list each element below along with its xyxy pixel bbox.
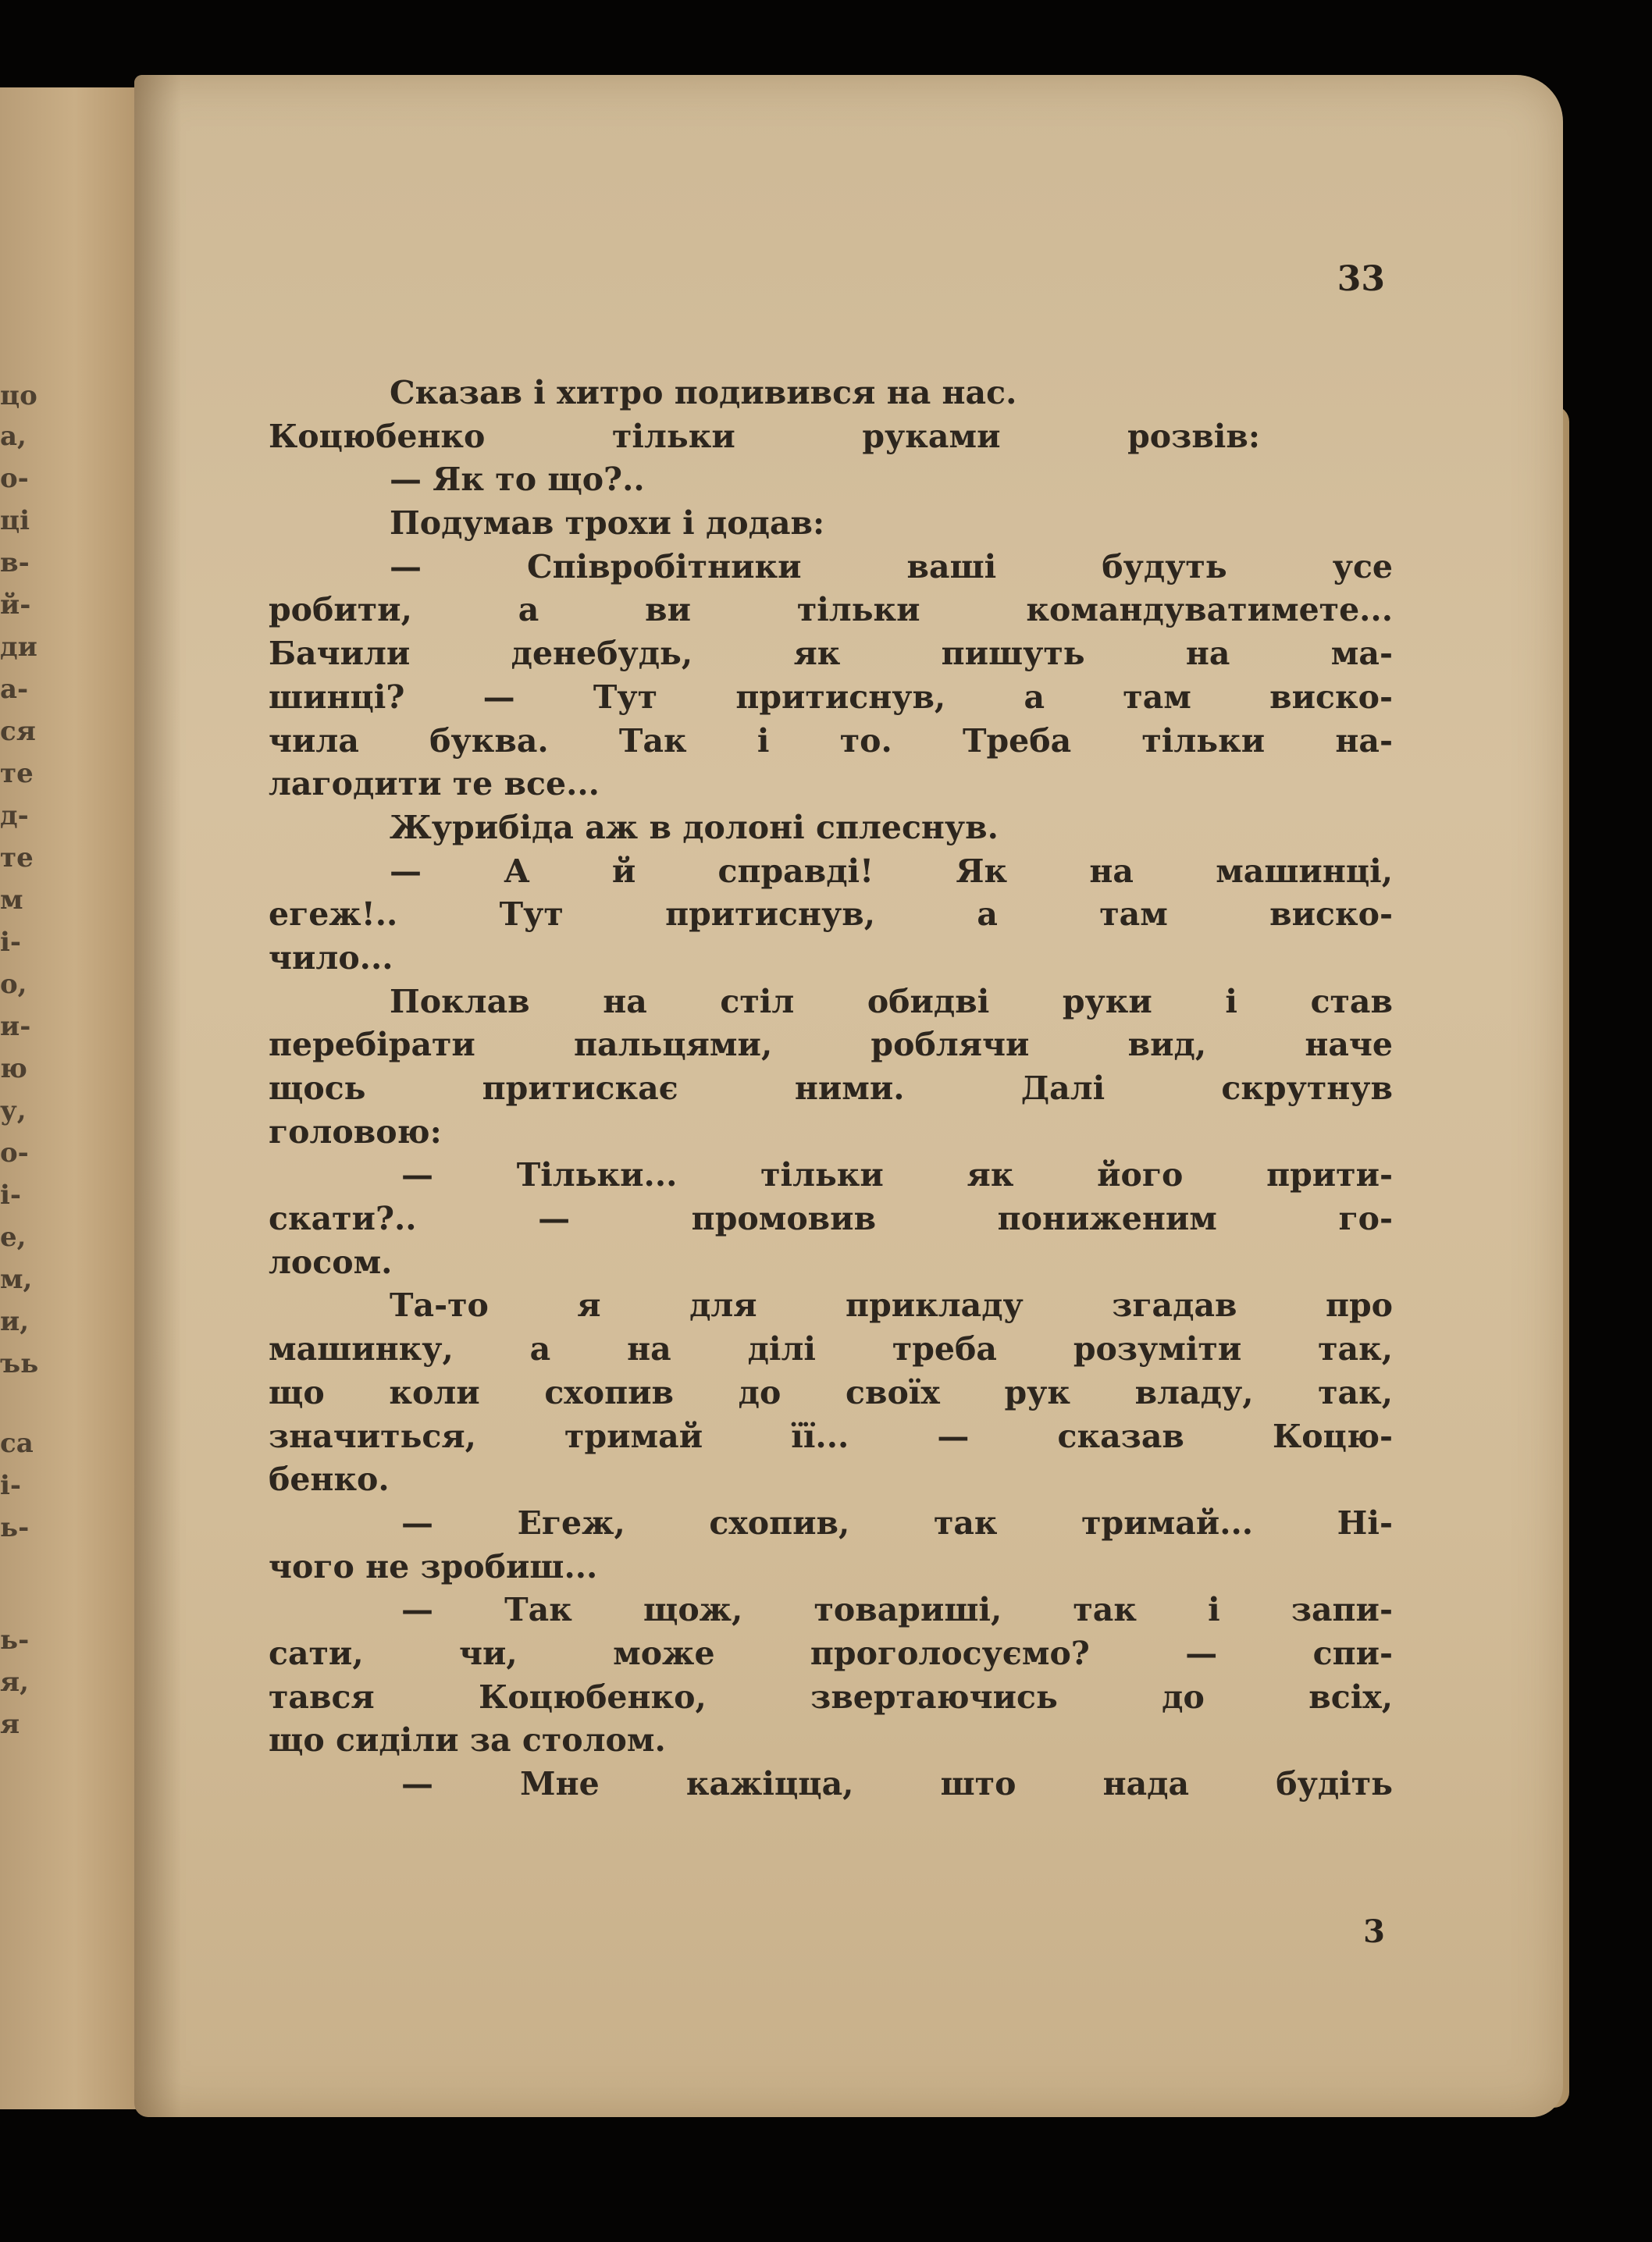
text-line: чого не зробиш... — [269, 1547, 598, 1585]
text-line: — А й справді! Як на машинці, — [390, 852, 1393, 890]
left-fragment: е, — [0, 1222, 27, 1253]
left-fragment: те — [0, 758, 34, 789]
signature-mark: 3 — [1363, 1913, 1385, 1950]
page-number: 33 — [1337, 259, 1385, 299]
left-fragment: м — [0, 884, 23, 916]
text-line: Бачили денебудь, як пишуть на ма- — [269, 635, 1393, 673]
text-line: — Так щож, товариші, так і запи- — [401, 1591, 1393, 1629]
left-fragment: и- — [0, 1011, 31, 1042]
text-line: Коцюбенко тільки руками розвів: — [269, 417, 1260, 455]
text-line: Поклав на стіл обидві руки і став — [390, 982, 1393, 1020]
left-fragment: й- — [0, 589, 31, 621]
left-fragment: ь- — [0, 1625, 30, 1656]
text-line: перебірати пальцями, роблячи вид, наче — [269, 1026, 1393, 1064]
left-fragment: ю — [0, 1053, 27, 1084]
text-line: значиться, тримай її... — сказав Коцю- — [269, 1417, 1393, 1455]
text-line: головою: — [269, 1112, 442, 1151]
left-fragment: цо — [0, 380, 37, 411]
page-body-text — [269, 372, 1393, 1806]
left-fragment: я — [0, 1709, 20, 1740]
left-fragment: і- — [0, 927, 22, 958]
text-line: бенко. — [269, 1461, 390, 1499]
left-fragment: я, — [0, 1667, 29, 1698]
text-line: машинку, а на ділі треба розуміти так, — [269, 1330, 1393, 1368]
left-fragment: ся — [0, 716, 36, 747]
text-line: — Мне кажіцца, што нада будіть — [401, 1765, 1393, 1802]
text-line: Подумав трохи і додав: — [390, 504, 825, 543]
left-fragment: о- — [0, 1137, 29, 1169]
left-fragment: м, — [0, 1264, 33, 1295]
left-fragment: и, — [0, 1306, 30, 1337]
text-line: що коли схопив до своїх рук владу, так, — [269, 1373, 1393, 1411]
text-line: шинці? — Тут притиснув, а там виско- — [269, 678, 1393, 716]
text-line: чило... — [269, 938, 393, 977]
left-fragment: ь- — [0, 1512, 30, 1543]
left-fragment: д- — [0, 800, 29, 831]
text-line: сати, чи, може проголосуємо? — спи- — [269, 1634, 1393, 1672]
text-line: Сказав і хитро подивився на нас. — [390, 374, 1017, 411]
text-line: — Як то що?.. — [390, 461, 645, 499]
left-fragment: в- — [0, 547, 30, 578]
left-fragment: у, — [0, 1095, 27, 1126]
left-fragment: і- — [0, 1180, 22, 1211]
left-fragment: ди — [0, 632, 37, 663]
text-line: Та-то я для прикладу згадав про — [390, 1286, 1393, 1325]
left-fragment: а- — [0, 674, 29, 705]
text-line: — Співробітники ваші будуть усе — [390, 547, 1393, 585]
left-fragment: са — [0, 1428, 34, 1459]
text-line: лосом. — [269, 1243, 393, 1281]
text-line: лагодити те все... — [269, 765, 600, 803]
left-fragment: і- — [0, 1470, 22, 1501]
text-line: чила буква. Так і то. Треба тільки на- — [269, 721, 1393, 760]
text-line: робити, а ви тільки командуватимете... — [269, 591, 1393, 629]
text-line: егеж!.. Тут притиснув, а там виско- — [269, 895, 1393, 934]
left-fragment: о- — [0, 463, 29, 494]
text-line: Журибіда аж в долоні сплеснув. — [390, 808, 999, 846]
text-line: що сиділи за столом. — [269, 1721, 666, 1760]
left-fragment: о, — [0, 969, 27, 1000]
left-fragment: ъь — [0, 1348, 39, 1379]
gutter-shadow — [134, 75, 181, 2117]
left-fragment: а, — [0, 421, 27, 452]
left-fragment: ці — [0, 505, 30, 536]
text-line: скати?.. — промовив пониженим го- — [269, 1200, 1393, 1238]
left-fragment: те — [0, 842, 34, 874]
book-page — [134, 75, 1563, 2117]
text-line: — Егеж, схопив, так тримай... Ні- — [401, 1504, 1393, 1542]
text-line: — Тільки... тільки як його прити- — [401, 1156, 1393, 1194]
text-line: щось притискає ними. Далі скрутнув — [269, 1069, 1393, 1107]
text-line: тався Коцюбенко, звертаючись до всіх, — [269, 1678, 1393, 1716]
